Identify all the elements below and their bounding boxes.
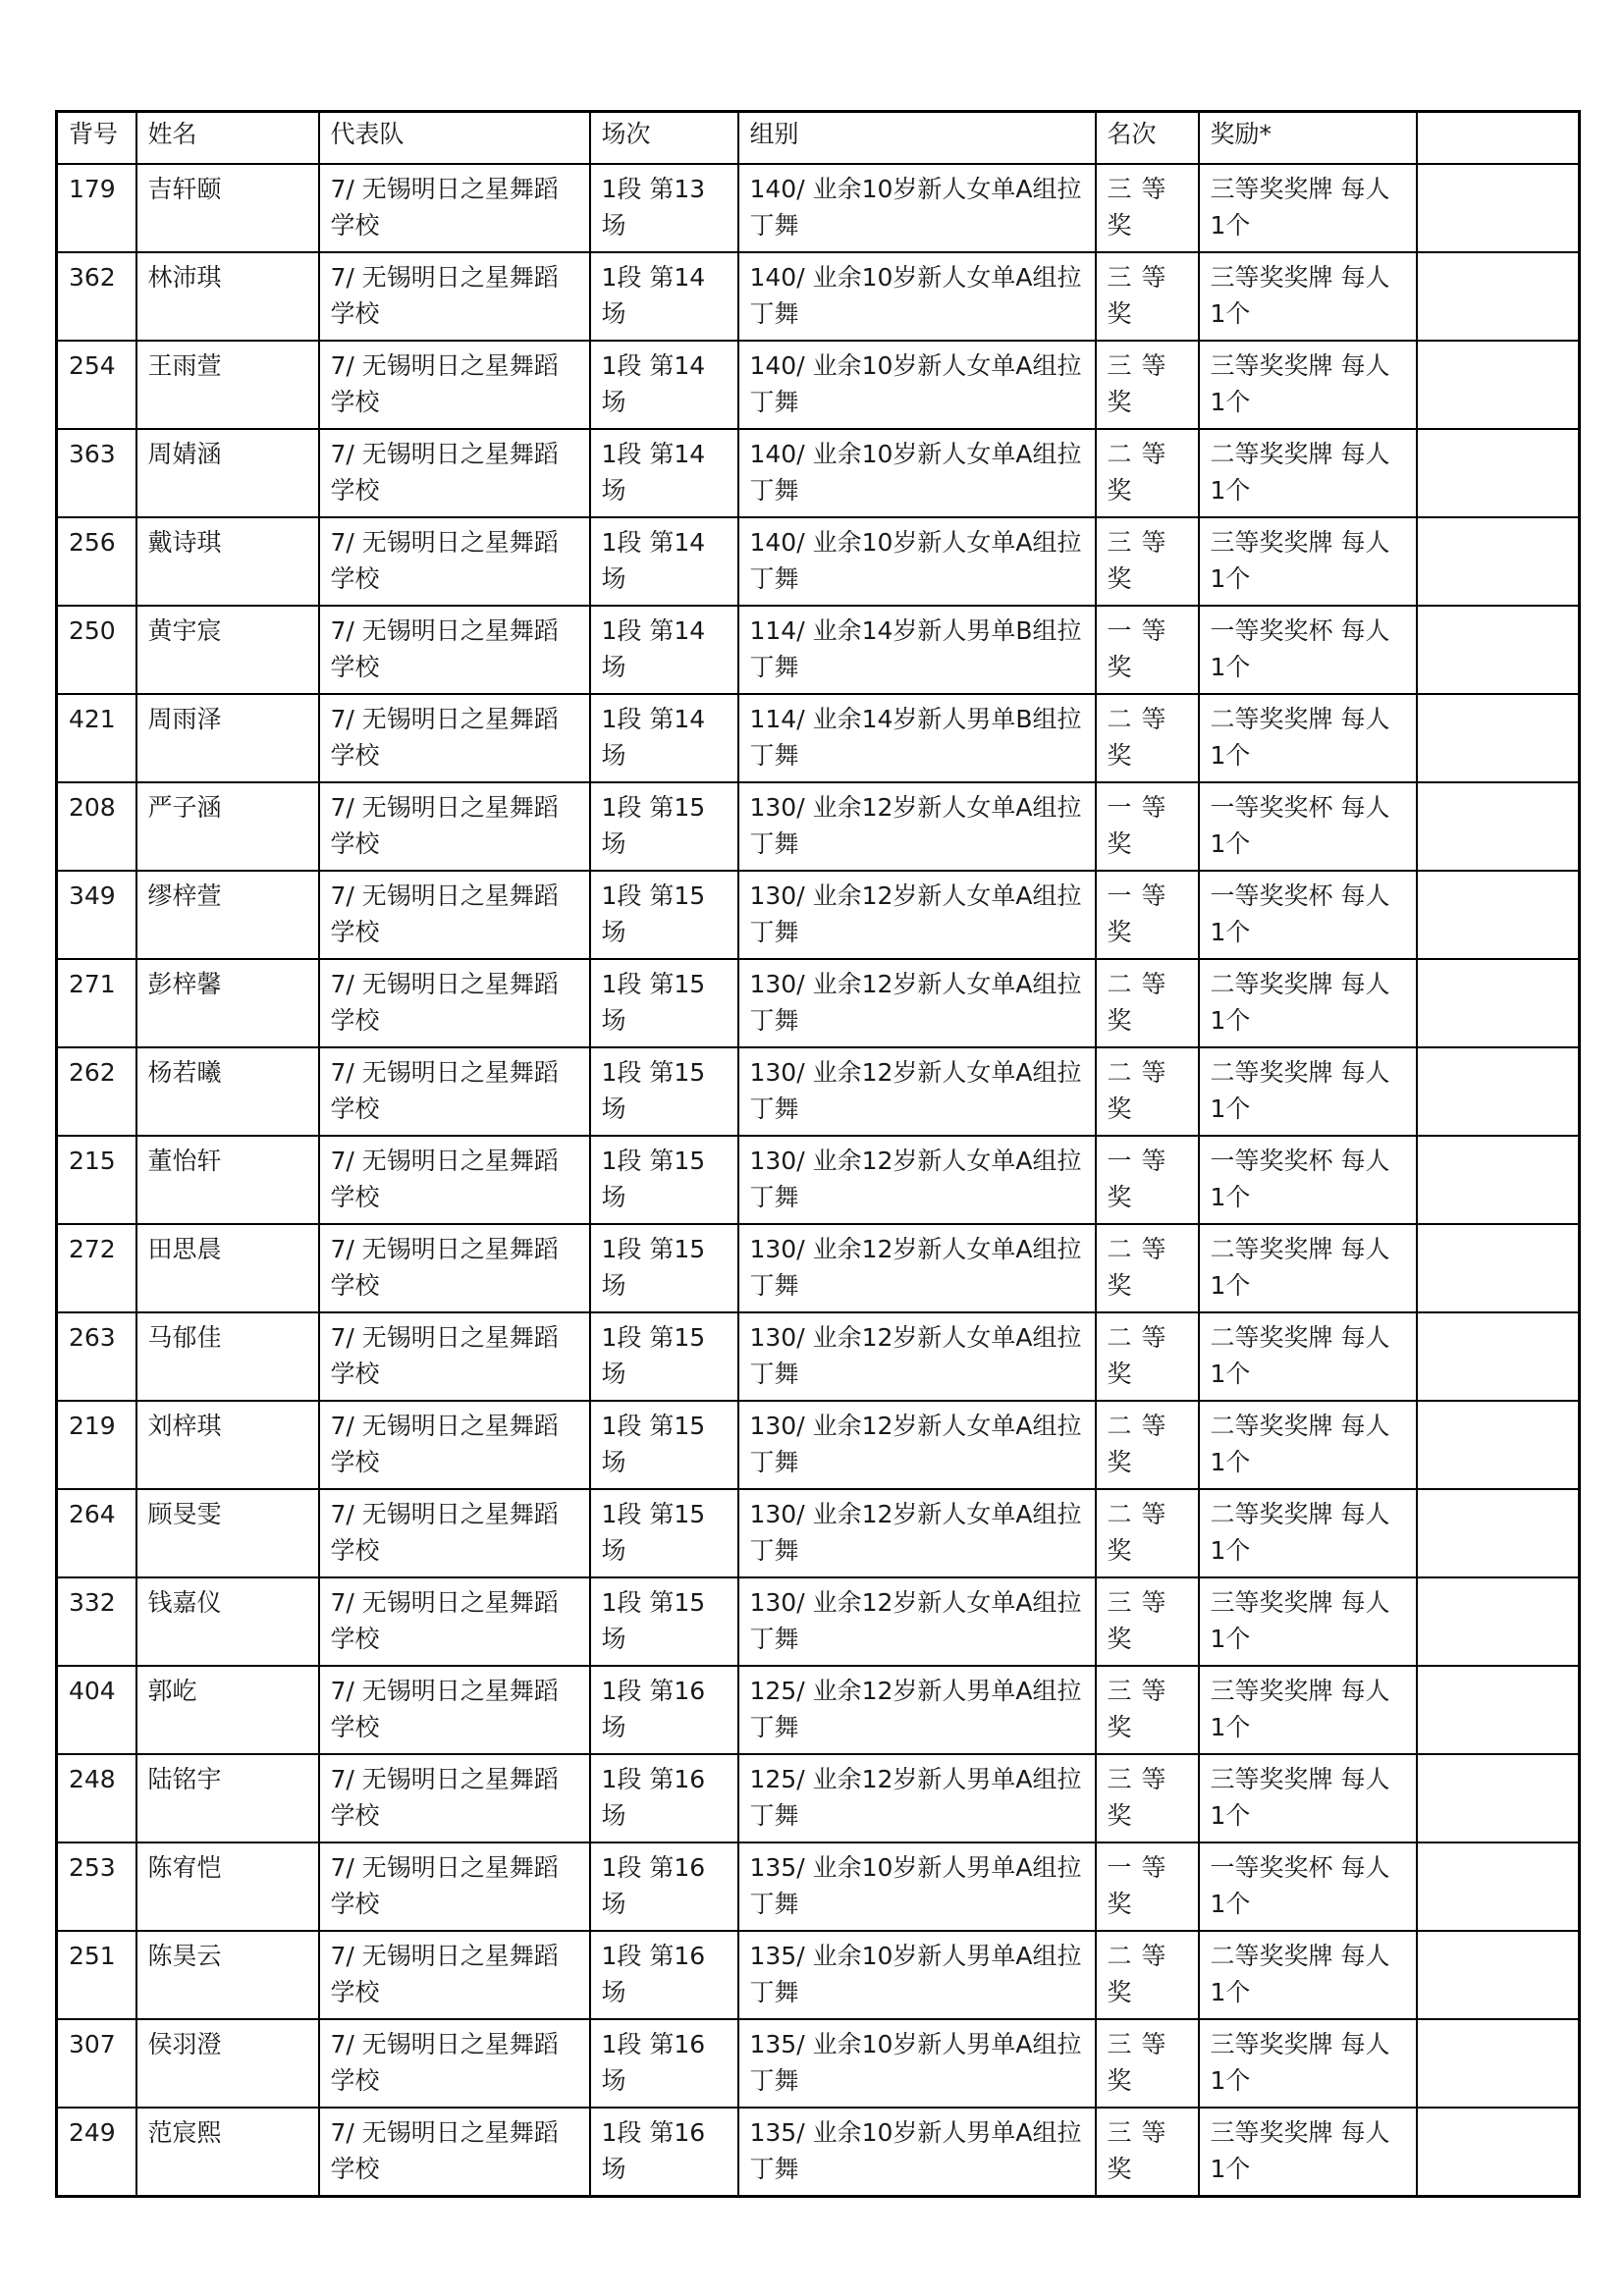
header-group: 组别	[738, 112, 1096, 165]
name-cell: 陈昊云	[136, 1931, 319, 2019]
rank-cell: 二等奖	[1096, 429, 1199, 517]
bib-cell: 262	[57, 1047, 136, 1136]
rank-cell: 一等奖	[1096, 606, 1199, 694]
team-cell: 7/ 无锡明日之星舞蹈学校	[319, 606, 590, 694]
bib-cell: 254	[57, 341, 136, 429]
name-cell: 王雨萱	[136, 341, 319, 429]
bib-cell: 362	[57, 252, 136, 341]
group-cell: 125/ 业余12岁新人男单A组拉丁舞	[738, 1666, 1096, 1754]
session-cell: 1段 第14场	[590, 252, 738, 341]
group-cell: 135/ 业余10岁新人男单A组拉丁舞	[738, 1931, 1096, 2019]
group-cell: 130/ 业余12岁新人女单A组拉丁舞	[738, 1577, 1096, 1666]
bib-cell: 421	[57, 694, 136, 782]
team-cell: 7/ 无锡明日之星舞蹈学校	[319, 1666, 590, 1754]
extra-cell	[1417, 1047, 1580, 1136]
award-cell: 二等奖奖牌 每人1个	[1199, 1931, 1417, 2019]
group-cell: 140/ 业余10岁新人女单A组拉丁舞	[738, 429, 1096, 517]
team-cell: 7/ 无锡明日之星舞蹈学校	[319, 252, 590, 341]
session-cell: 1段 第16场	[590, 1666, 738, 1754]
extra-cell	[1417, 871, 1580, 959]
table-row	[57, 1754, 1580, 1842]
award-cell: 二等奖奖牌 每人1个	[1199, 1312, 1417, 1401]
name-cell: 陆铭宇	[136, 1754, 319, 1842]
session-cell: 1段 第15场	[590, 1047, 738, 1136]
session-cell: 1段 第15场	[590, 1224, 738, 1312]
rank-cell: 一等奖	[1096, 1842, 1199, 1931]
table-row	[57, 429, 1580, 517]
award-cell: 一等奖奖杯 每人1个	[1199, 1842, 1417, 1931]
group-cell: 140/ 业余10岁新人女单A组拉丁舞	[738, 517, 1096, 606]
name-cell: 黄宇宸	[136, 606, 319, 694]
group-cell: 130/ 业余12岁新人女单A组拉丁舞	[738, 782, 1096, 871]
rank-cell: 三等奖	[1096, 517, 1199, 606]
table-row	[57, 1842, 1580, 1931]
rank-cell: 三等奖	[1096, 2019, 1199, 2108]
table-body	[57, 164, 1580, 2197]
extra-cell	[1417, 2108, 1580, 2197]
rank-cell: 二等奖	[1096, 1931, 1199, 2019]
bib-cell: 248	[57, 1754, 136, 1842]
session-cell: 1段 第14场	[590, 517, 738, 606]
group-cell: 130/ 业余12岁新人女单A组拉丁舞	[738, 1312, 1096, 1401]
name-cell: 董怡轩	[136, 1136, 319, 1224]
team-cell: 7/ 无锡明日之星舞蹈学校	[319, 2108, 590, 2197]
name-cell: 侯羽澄	[136, 2019, 319, 2108]
award-cell: 三等奖奖牌 每人1个	[1199, 517, 1417, 606]
name-cell: 缪梓萱	[136, 871, 319, 959]
bib-cell: 404	[57, 1666, 136, 1754]
header-extra	[1417, 112, 1580, 165]
team-cell: 7/ 无锡明日之星舞蹈学校	[319, 1224, 590, 1312]
rank-cell: 三等奖	[1096, 2108, 1199, 2197]
rank-cell: 三等奖	[1096, 1754, 1199, 1842]
award-cell: 三等奖奖牌 每人1个	[1199, 1666, 1417, 1754]
header-bib: 背号	[57, 112, 136, 165]
award-cell: 二等奖奖牌 每人1个	[1199, 1224, 1417, 1312]
extra-cell	[1417, 1931, 1580, 2019]
extra-cell	[1417, 1136, 1580, 1224]
rank-cell: 三等奖	[1096, 341, 1199, 429]
award-cell: 二等奖奖牌 每人1个	[1199, 429, 1417, 517]
session-cell: 1段 第15场	[590, 782, 738, 871]
bib-cell: 272	[57, 1224, 136, 1312]
group-cell: 130/ 业余12岁新人女单A组拉丁舞	[738, 1136, 1096, 1224]
rank-cell: 一等奖	[1096, 871, 1199, 959]
name-cell: 田思晨	[136, 1224, 319, 1312]
award-cell: 一等奖奖杯 每人1个	[1199, 871, 1417, 959]
group-cell: 114/ 业余14岁新人男单B组拉丁舞	[738, 606, 1096, 694]
name-cell: 周雨泽	[136, 694, 319, 782]
session-cell: 1段 第15场	[590, 1136, 738, 1224]
extra-cell	[1417, 164, 1580, 252]
award-cell: 三等奖奖牌 每人1个	[1199, 1754, 1417, 1842]
bib-cell: 179	[57, 164, 136, 252]
team-cell: 7/ 无锡明日之星舞蹈学校	[319, 1489, 590, 1577]
extra-cell	[1417, 1577, 1580, 1666]
bib-cell: 253	[57, 1842, 136, 1931]
extra-cell	[1417, 1224, 1580, 1312]
extra-cell	[1417, 1666, 1580, 1754]
name-cell: 钱嘉仪	[136, 1577, 319, 1666]
rank-cell: 二等奖	[1096, 1401, 1199, 1489]
table-row	[57, 1136, 1580, 1224]
team-cell: 7/ 无锡明日之星舞蹈学校	[319, 1136, 590, 1224]
group-cell: 114/ 业余14岁新人男单B组拉丁舞	[738, 694, 1096, 782]
header-team: 代表队	[319, 112, 590, 165]
group-cell: 135/ 业余10岁新人男单A组拉丁舞	[738, 1842, 1096, 1931]
table-row	[57, 1931, 1580, 2019]
team-cell: 7/ 无锡明日之星舞蹈学校	[319, 2019, 590, 2108]
group-cell: 135/ 业余10岁新人男单A组拉丁舞	[738, 2108, 1096, 2197]
bib-cell: 249	[57, 2108, 136, 2197]
session-cell: 1段 第13场	[590, 164, 738, 252]
team-cell: 7/ 无锡明日之星舞蹈学校	[319, 429, 590, 517]
team-cell: 7/ 无锡明日之星舞蹈学校	[319, 1754, 590, 1842]
bib-cell: 307	[57, 2019, 136, 2108]
award-cell: 三等奖奖牌 每人1个	[1199, 164, 1417, 252]
rank-cell: 二等奖	[1096, 1489, 1199, 1577]
extra-cell	[1417, 2019, 1580, 2108]
name-cell: 吉轩颐	[136, 164, 319, 252]
award-cell: 一等奖奖杯 每人1个	[1199, 1136, 1417, 1224]
rank-cell: 二等奖	[1096, 959, 1199, 1047]
table-row	[57, 694, 1580, 782]
table-row	[57, 2019, 1580, 2108]
group-cell: 140/ 业余10岁新人女单A组拉丁舞	[738, 341, 1096, 429]
session-cell: 1段 第15场	[590, 1577, 738, 1666]
session-cell: 1段 第15场	[590, 871, 738, 959]
rank-cell: 三等奖	[1096, 164, 1199, 252]
session-cell: 1段 第16场	[590, 1931, 738, 2019]
group-cell: 135/ 业余10岁新人男单A组拉丁舞	[738, 2019, 1096, 2108]
rank-cell: 一等奖	[1096, 782, 1199, 871]
name-cell: 刘梓琪	[136, 1401, 319, 1489]
name-cell: 戴诗琪	[136, 517, 319, 606]
extra-cell	[1417, 694, 1580, 782]
extra-cell	[1417, 782, 1580, 871]
group-cell: 130/ 业余12岁新人女单A组拉丁舞	[738, 1224, 1096, 1312]
table-row	[57, 606, 1580, 694]
award-cell: 三等奖奖牌 每人1个	[1199, 252, 1417, 341]
session-cell: 1段 第16场	[590, 2108, 738, 2197]
award-cell: 二等奖奖牌 每人1个	[1199, 1401, 1417, 1489]
name-cell: 陈宥恺	[136, 1842, 319, 1931]
extra-cell	[1417, 517, 1580, 606]
award-cell: 一等奖奖杯 每人1个	[1199, 782, 1417, 871]
team-cell: 7/ 无锡明日之星舞蹈学校	[319, 517, 590, 606]
header-session: 场次	[590, 112, 738, 165]
name-cell: 马郁佳	[136, 1312, 319, 1401]
bib-cell: 256	[57, 517, 136, 606]
award-cell: 三等奖奖牌 每人1个	[1199, 2108, 1417, 2197]
table-row	[57, 1047, 1580, 1136]
session-cell: 1段 第14场	[590, 606, 738, 694]
award-cell: 二等奖奖牌 每人1个	[1199, 1489, 1417, 1577]
table-row	[57, 517, 1580, 606]
team-cell: 7/ 无锡明日之星舞蹈学校	[319, 164, 590, 252]
group-cell: 130/ 业余12岁新人女单A组拉丁舞	[738, 959, 1096, 1047]
extra-cell	[1417, 1401, 1580, 1489]
extra-cell	[1417, 1754, 1580, 1842]
award-cell: 二等奖奖牌 每人1个	[1199, 1047, 1417, 1136]
session-cell: 1段 第16场	[590, 2019, 738, 2108]
name-cell: 林沛琪	[136, 252, 319, 341]
rank-cell: 二等奖	[1096, 694, 1199, 782]
team-cell: 7/ 无锡明日之星舞蹈学校	[319, 1842, 590, 1931]
session-cell: 1段 第15场	[590, 1401, 738, 1489]
table-row	[57, 1312, 1580, 1401]
award-cell: 一等奖奖杯 每人1个	[1199, 606, 1417, 694]
bib-cell: 263	[57, 1312, 136, 1401]
bib-cell: 208	[57, 782, 136, 871]
extra-cell	[1417, 341, 1580, 429]
bib-cell: 264	[57, 1489, 136, 1577]
name-cell: 周婧涵	[136, 429, 319, 517]
team-cell: 7/ 无锡明日之星舞蹈学校	[319, 871, 590, 959]
team-cell: 7/ 无锡明日之星舞蹈学校	[319, 341, 590, 429]
bib-cell: 219	[57, 1401, 136, 1489]
table-row	[57, 871, 1580, 959]
table-row	[57, 252, 1580, 341]
extra-cell	[1417, 429, 1580, 517]
team-cell: 7/ 无锡明日之星舞蹈学校	[319, 1312, 590, 1401]
header-name: 姓名	[136, 112, 319, 165]
rank-cell: 一等奖	[1096, 1136, 1199, 1224]
session-cell: 1段 第14场	[590, 341, 738, 429]
name-cell: 严子涵	[136, 782, 319, 871]
table-row	[57, 1224, 1580, 1312]
table-row	[57, 1489, 1580, 1577]
rank-cell: 二等奖	[1096, 1047, 1199, 1136]
session-cell: 1段 第15场	[590, 959, 738, 1047]
bib-cell: 251	[57, 1931, 136, 2019]
session-cell: 1段 第14场	[590, 429, 738, 517]
award-cell: 三等奖奖牌 每人1个	[1199, 2019, 1417, 2108]
team-cell: 7/ 无锡明日之星舞蹈学校	[319, 1931, 590, 2019]
group-cell: 140/ 业余10岁新人女单A组拉丁舞	[738, 164, 1096, 252]
extra-cell	[1417, 1489, 1580, 1577]
extra-cell	[1417, 606, 1580, 694]
table-row	[57, 2108, 1580, 2197]
name-cell: 杨若曦	[136, 1047, 319, 1136]
header-award: 奖励*	[1199, 112, 1417, 165]
bib-cell: 215	[57, 1136, 136, 1224]
session-cell: 1段 第14场	[590, 694, 738, 782]
award-cell: 三等奖奖牌 每人1个	[1199, 1577, 1417, 1666]
name-cell: 顾旻雯	[136, 1489, 319, 1577]
table-header	[57, 112, 1580, 165]
session-cell: 1段 第15场	[590, 1312, 738, 1401]
bib-cell: 349	[57, 871, 136, 959]
table-row	[57, 1401, 1580, 1489]
award-cell: 三等奖奖牌 每人1个	[1199, 341, 1417, 429]
award-cell: 二等奖奖牌 每人1个	[1199, 694, 1417, 782]
group-cell: 140/ 业余10岁新人女单A组拉丁舞	[738, 252, 1096, 341]
rank-cell: 三等奖	[1096, 1577, 1199, 1666]
team-cell: 7/ 无锡明日之星舞蹈学校	[319, 782, 590, 871]
team-cell: 7/ 无锡明日之星舞蹈学校	[319, 694, 590, 782]
rank-cell: 三等奖	[1096, 1666, 1199, 1754]
rank-cell: 二等奖	[1096, 1312, 1199, 1401]
header-row	[57, 112, 1580, 165]
table-row	[57, 164, 1580, 252]
session-cell: 1段 第16场	[590, 1754, 738, 1842]
session-cell: 1段 第15场	[590, 1489, 738, 1577]
bib-cell: 250	[57, 606, 136, 694]
name-cell: 彭梓馨	[136, 959, 319, 1047]
team-cell: 7/ 无锡明日之星舞蹈学校	[319, 1577, 590, 1666]
team-cell: 7/ 无锡明日之星舞蹈学校	[319, 959, 590, 1047]
award-table	[55, 110, 1581, 2198]
group-cell: 130/ 业余12岁新人女单A组拉丁舞	[738, 1489, 1096, 1577]
award-cell: 二等奖奖牌 每人1个	[1199, 959, 1417, 1047]
group-cell: 130/ 业余12岁新人女单A组拉丁舞	[738, 1401, 1096, 1489]
table-row	[57, 1577, 1580, 1666]
bib-cell: 271	[57, 959, 136, 1047]
name-cell: 范宸熙	[136, 2108, 319, 2197]
group-cell: 130/ 业余12岁新人女单A组拉丁舞	[738, 871, 1096, 959]
bib-cell: 363	[57, 429, 136, 517]
rank-cell: 二等奖	[1096, 1224, 1199, 1312]
team-cell: 7/ 无锡明日之星舞蹈学校	[319, 1047, 590, 1136]
session-cell: 1段 第16场	[590, 1842, 738, 1931]
table-row	[57, 782, 1580, 871]
team-cell: 7/ 无锡明日之星舞蹈学校	[319, 1401, 590, 1489]
extra-cell	[1417, 1842, 1580, 1931]
table-row	[57, 341, 1580, 429]
table-row	[57, 959, 1580, 1047]
rank-cell: 三等奖	[1096, 252, 1199, 341]
header-rank: 名次	[1096, 112, 1199, 165]
table-row	[57, 1666, 1580, 1754]
extra-cell	[1417, 959, 1580, 1047]
group-cell: 125/ 业余12岁新人男单A组拉丁舞	[738, 1754, 1096, 1842]
name-cell: 郭屹	[136, 1666, 319, 1754]
extra-cell	[1417, 1312, 1580, 1401]
group-cell: 130/ 业余12岁新人女单A组拉丁舞	[738, 1047, 1096, 1136]
bib-cell: 332	[57, 1577, 136, 1666]
extra-cell	[1417, 252, 1580, 341]
